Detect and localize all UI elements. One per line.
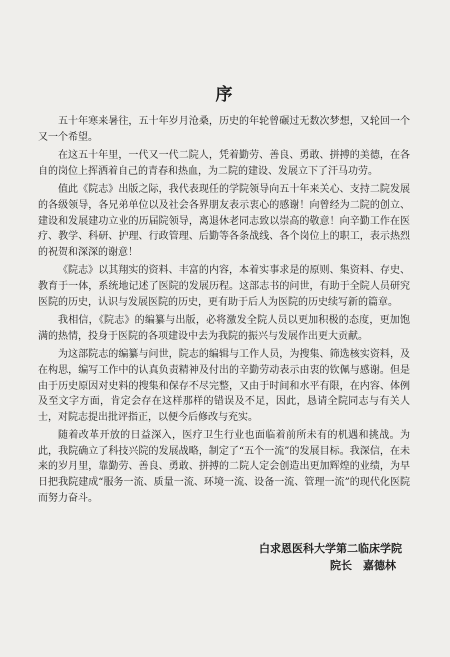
paragraph: 五十年寒来暑往，五十年岁月沧桑，历史的年轮曾碾过无数次梦想，又轮回一个又一个希望。 <box>38 116 410 143</box>
paragraph: 我相信，《院志》的编纂与出版，必将激发全院人员以更加积极的态度，更加饱满的热情，投身于医院的各项建设中去为我院的振兴与发展作出更大贡献。 <box>38 315 410 342</box>
paragraph: 值此《院志》出版之际，我代表现任的学院领导向五十年来关心、支持二院发展的各级领导，各兄弟单位以及社会各界朋友表示衷心的感谢！向曾经为二院的创立、建设和发展建功立业的历届院领导，离退休老同志致以崇高的敬意！向辛勤工作在医疗、教学、科研、护理、行政管理、后勤等各条战线、各个岗位上的职工，表示热烈的祝贺和深深的谢意！ <box>38 184 410 258</box>
signature-person: 院长 嘉德林 <box>330 559 396 572</box>
signature-block <box>192 540 402 574</box>
paragraph: 《院志》以其翔实的资料、丰富的内容，本着实事求是的原则、集资料、存史、教育于一体，系统地记述了医院的发展历程。这部志书的问世，有助于全院人员研究医院的历史，认识与发展医院的历史，更有助于后人为医院的历史续写新的篇章。 <box>38 265 410 308</box>
page-title: 序 <box>215 85 235 105</box>
signature-institution: 白求恩医科大学第二临床学院 <box>259 542 402 555</box>
preface-body <box>38 114 410 509</box>
paragraph: 为这部院志的编纂与问世，院志的编辑与工作人员，为搜集、筛选核实资料，及在构思，编写工作中的认真负责精神及付出的辛勤劳动表示由衷的钦佩与感谢。但是由于历史原因对史料的搜集和保存不尽完整，又由于时间和水平有限，在内容、体例及至文字方面，肯定会存在这样那样的错误及不足，因此，恳请全院同志与有关人士，对院志提出批评指正，以便今后修改与充实。 <box>38 349 410 423</box>
paragraph: 在这五十年里，一代又一代二院人，凭着勤劳、善良、勇敢、拼搏的美德，在各自的岗位上挥洒着自己的青春和热血，为二院的建设、发展立下了汗马功劳。 <box>38 150 410 177</box>
paragraph: 随着改革开放的日益深入，医疗卫生行业也面临着前所未有的机遇和挑战。为此，我院确立了科技兴院的发展战略，制定了“五个一流”的发展目标。我深信，在未来的岁月里，靠勤劳、善良、勇敢、拼搏的二院人定会创造出更加辉煌的业绩，为早日把我院建成“服务一流、质量一流、环境一流、设备一流、管理一流”的现代化医院而努力奋斗。 <box>38 430 410 504</box>
